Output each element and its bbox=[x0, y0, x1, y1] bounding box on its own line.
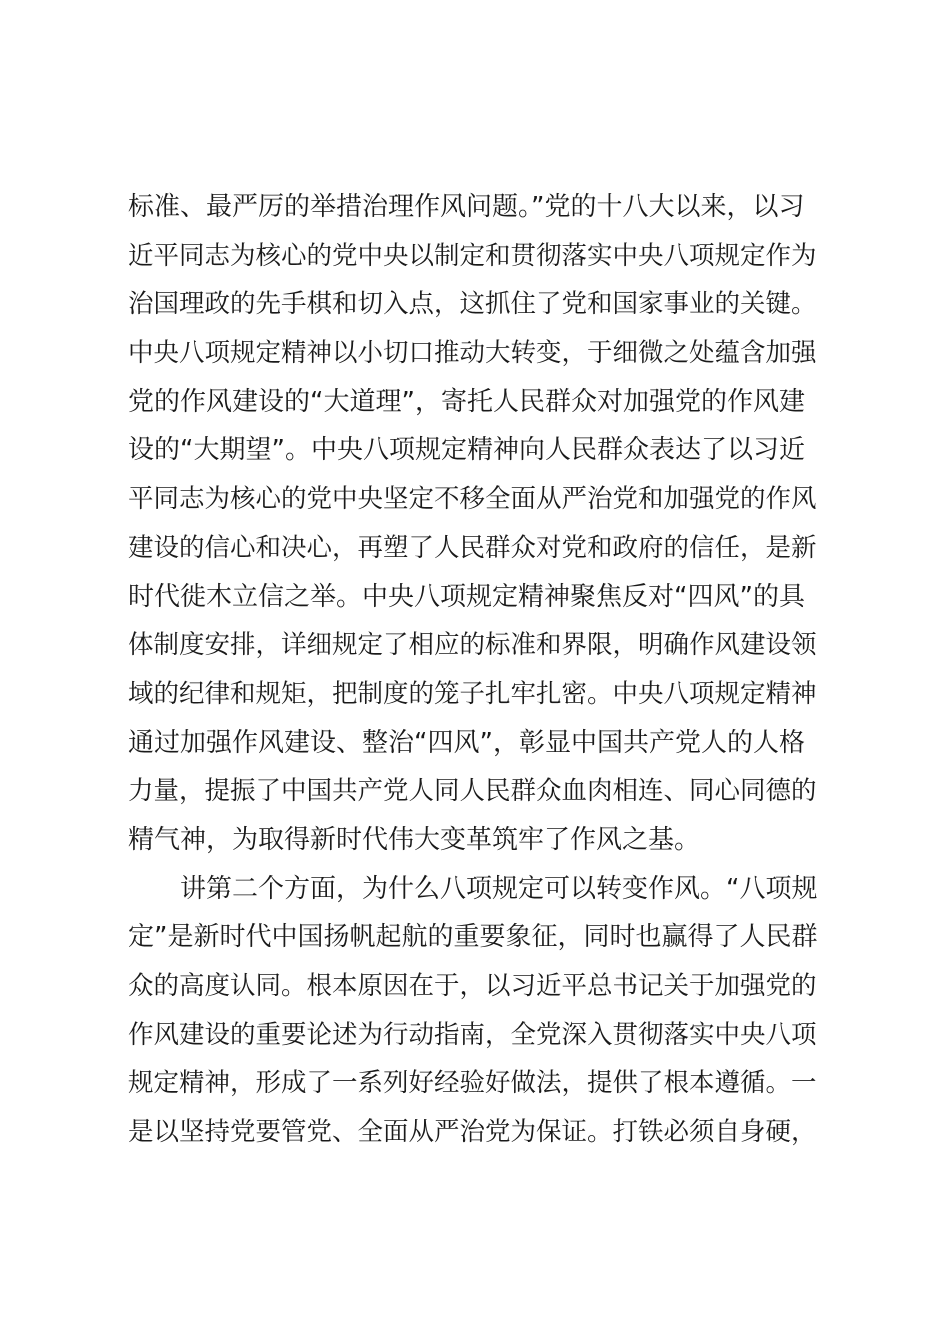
text-line: 规定精神，形成了一系列好经验好做法，提供了根本遵循。一 bbox=[128, 1068, 817, 1099]
text-line: 作风建设的重要论述为行动指南，全党深入贯彻落实中央八项 bbox=[128, 1019, 817, 1050]
text-line: 讲第二个方面，为什么八项规定可以转变作风。“八项规 bbox=[180, 873, 818, 904]
text-line: 建设的信心和决心，再塑了人民群众对党和政府的信任，是新 bbox=[128, 532, 817, 563]
text-line: 平同志为核心的党中央坚定不移全面从严治党和加强党的作风 bbox=[128, 484, 817, 515]
text-line: 设的“大期望”。中央八项规定精神向人民群众表达了以习近 bbox=[128, 435, 805, 466]
text-line: 精气神，为取得新时代伟大变革筑牢了作风之基。 bbox=[128, 824, 701, 855]
text-line: 定”是新时代中国扬帆起航的重要象征，同时也赢得了人民群 bbox=[128, 922, 818, 953]
text-line: 时代徙木立信之举。中央八项规定精神聚焦反对“四风”的具 bbox=[128, 581, 805, 612]
text-line: 域的纪律和规矩，把制度的笼子扎牢扎密。中央八项规定精神 bbox=[128, 678, 817, 709]
text-line: 力量，提振了中国共产党人同人民群众血肉相连、同心同德的 bbox=[128, 776, 817, 807]
body-text bbox=[128, 183, 828, 1157]
text-line: 治国理政的先手棋和切入点，这抓住了党和国家事业的关键。 bbox=[128, 289, 817, 320]
text-line: 近平同志为核心的党中央以制定和贯彻落实中央八项规定作为 bbox=[128, 240, 817, 271]
text-line: 党的作风建设的“大道理”，寄托人民群众对加强党的作风建 bbox=[128, 386, 805, 417]
text-line: 通过加强作风建设、整治“四风”，彰显中国共产党人的人格 bbox=[128, 727, 805, 758]
text-line: 众的高度认同。根本原因在于，以习近平总书记关于加强党的 bbox=[128, 971, 817, 1001]
text-line: 是以坚持党要管党、全面从严治党为保证。打铁必须自身硬， bbox=[128, 1117, 817, 1148]
text-line: 体制度安排，详细规定了相应的标准和界限，明确作风建设领 bbox=[128, 630, 817, 661]
text-line: 中央八项规定精神以小切口推动大转变，于细微之处蕴含加强 bbox=[128, 338, 817, 369]
text-line: 标准、最严厉的举措治理作风问题。”党的十八大以来，以习 bbox=[128, 192, 805, 222]
